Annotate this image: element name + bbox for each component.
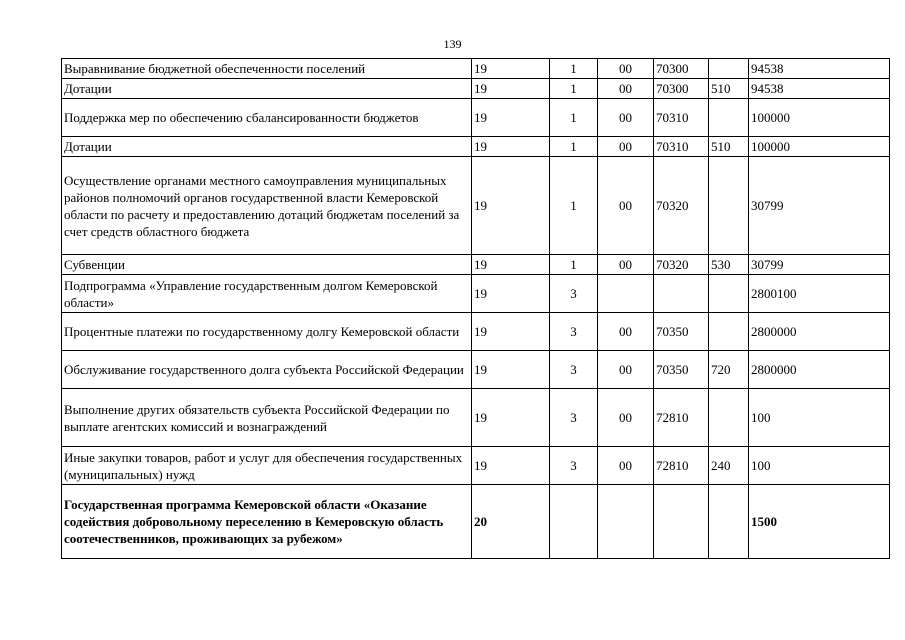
row-direction-cell: 00 bbox=[598, 137, 654, 157]
row-expense-type-cell: 510 bbox=[709, 137, 749, 157]
row-amount-cell: 94538 bbox=[749, 79, 890, 99]
row-program-cell: 19 bbox=[472, 447, 550, 485]
row-subprogram-cell: 3 bbox=[550, 313, 598, 351]
row-code-cell: 70350 bbox=[654, 351, 709, 389]
row-direction-cell: 00 bbox=[598, 59, 654, 79]
row-code-cell: 70320 bbox=[654, 157, 709, 255]
budget-table-body bbox=[62, 59, 890, 559]
row-name-cell: Поддержка мер по обеспечению сбалансированности бюджетов bbox=[62, 99, 472, 137]
row-name-cell: Выравнивание бюджетной обеспеченности поселений bbox=[62, 59, 472, 79]
row-code-cell bbox=[654, 485, 709, 559]
row-name-cell: Подпрограмма «Управление государственным долгом Кемеровской области» bbox=[62, 275, 472, 313]
row-subprogram-cell: 1 bbox=[550, 137, 598, 157]
row-expense-type-cell: 530 bbox=[709, 255, 749, 275]
row-program-cell: 19 bbox=[472, 275, 550, 313]
row-code-cell: 72810 bbox=[654, 447, 709, 485]
row-direction-cell: 00 bbox=[598, 447, 654, 485]
row-subprogram-cell: 1 bbox=[550, 59, 598, 79]
row-program-cell: 19 bbox=[472, 79, 550, 99]
row-direction-cell: 00 bbox=[598, 99, 654, 137]
table-row bbox=[62, 59, 890, 79]
table-row bbox=[62, 485, 890, 559]
row-code-cell: 72810 bbox=[654, 389, 709, 447]
row-amount-cell: 30799 bbox=[749, 157, 890, 255]
row-program-cell: 19 bbox=[472, 255, 550, 275]
row-program-cell: 19 bbox=[472, 313, 550, 351]
row-name-cell: Субвенции bbox=[62, 255, 472, 275]
table-row bbox=[62, 313, 890, 351]
row-program-cell: 20 bbox=[472, 485, 550, 559]
row-direction-cell: 00 bbox=[598, 389, 654, 447]
row-amount-cell: 1500 bbox=[749, 485, 890, 559]
row-expense-type-cell: 510 bbox=[709, 79, 749, 99]
row-expense-type-cell bbox=[709, 275, 749, 313]
row-code-cell: 70310 bbox=[654, 99, 709, 137]
page-number: 139 bbox=[443, 37, 462, 51]
table-row bbox=[62, 255, 890, 275]
row-expense-type-cell: 720 bbox=[709, 351, 749, 389]
row-expense-type-cell bbox=[709, 157, 749, 255]
row-program-cell: 19 bbox=[472, 99, 550, 137]
row-subprogram-cell bbox=[550, 485, 598, 559]
row-amount-cell: 100000 bbox=[749, 137, 890, 157]
table-row bbox=[62, 351, 890, 389]
row-program-cell: 19 bbox=[472, 137, 550, 157]
row-direction-cell: 00 bbox=[598, 157, 654, 255]
row-expense-type-cell bbox=[709, 99, 749, 137]
row-program-cell: 19 bbox=[472, 157, 550, 255]
row-amount-cell: 2800000 bbox=[749, 351, 890, 389]
row-code-cell: 70350 bbox=[654, 313, 709, 351]
row-direction-cell: 00 bbox=[598, 313, 654, 351]
row-name-cell: Иные закупки товаров, работ и услуг для обеспечения государственных (муниципальных) нужд bbox=[62, 447, 472, 485]
row-code-cell: 70320 bbox=[654, 255, 709, 275]
row-subprogram-cell: 3 bbox=[550, 389, 598, 447]
row-direction-cell bbox=[598, 275, 654, 313]
row-amount-cell: 2800100 bbox=[749, 275, 890, 313]
row-code-cell: 70300 bbox=[654, 79, 709, 99]
row-subprogram-cell: 1 bbox=[550, 157, 598, 255]
row-subprogram-cell: 1 bbox=[550, 255, 598, 275]
row-name-cell: Дотации bbox=[62, 79, 472, 99]
row-expense-type-cell bbox=[709, 313, 749, 351]
budget-table bbox=[61, 58, 890, 559]
row-subprogram-cell: 3 bbox=[550, 351, 598, 389]
row-direction-cell: 00 bbox=[598, 255, 654, 275]
row-amount-cell: 100 bbox=[749, 389, 890, 447]
row-amount-cell: 94538 bbox=[749, 59, 890, 79]
row-name-cell: Выполнение других обязательств субъекта Российской Федерации по выплате агентских комиссий и вознаграждений bbox=[62, 389, 472, 447]
table-row bbox=[62, 447, 890, 485]
row-expense-type-cell bbox=[709, 485, 749, 559]
table-row bbox=[62, 157, 890, 255]
row-amount-cell: 30799 bbox=[749, 255, 890, 275]
row-name-cell: Обслуживание государственного долга субъекта Российской Федерации bbox=[62, 351, 472, 389]
row-expense-type-cell bbox=[709, 59, 749, 79]
table-row bbox=[62, 389, 890, 447]
row-subprogram-cell: 3 bbox=[550, 447, 598, 485]
table-row bbox=[62, 99, 890, 137]
table-row bbox=[62, 275, 890, 313]
row-amount-cell: 100000 bbox=[749, 99, 890, 137]
row-name-cell: Осуществление органами местного самоуправления муниципальных районов полномочий органов государственной власти Кемеровской области по расчету и предоставлению дотаций бюджетам поселений за счет средств областного бюджета bbox=[62, 157, 472, 255]
row-amount-cell: 2800000 bbox=[749, 313, 890, 351]
row-subprogram-cell: 3 bbox=[550, 275, 598, 313]
row-expense-type-cell bbox=[709, 389, 749, 447]
row-program-cell: 19 bbox=[472, 389, 550, 447]
row-direction-cell: 00 bbox=[598, 79, 654, 99]
row-subprogram-cell: 1 bbox=[550, 79, 598, 99]
row-direction-cell bbox=[598, 485, 654, 559]
table-row bbox=[62, 137, 890, 157]
row-name-cell: Дотации bbox=[62, 137, 472, 157]
row-program-cell: 19 bbox=[472, 59, 550, 79]
row-program-cell: 19 bbox=[472, 351, 550, 389]
row-subprogram-cell: 1 bbox=[550, 99, 598, 137]
row-name-cell: Процентные платежи по государственному долгу Кемеровской области bbox=[62, 313, 472, 351]
row-direction-cell: 00 bbox=[598, 351, 654, 389]
table-row bbox=[62, 79, 890, 99]
row-code-cell bbox=[654, 275, 709, 313]
row-name-cell: Государственная программа Кемеровской области «Оказание содействия добровольному переселению в Кемеровскую область соотечественников, проживающих за рубежом» bbox=[62, 485, 472, 559]
row-code-cell: 70300 bbox=[654, 59, 709, 79]
row-amount-cell: 100 bbox=[749, 447, 890, 485]
row-expense-type-cell: 240 bbox=[709, 447, 749, 485]
row-code-cell: 70310 bbox=[654, 137, 709, 157]
